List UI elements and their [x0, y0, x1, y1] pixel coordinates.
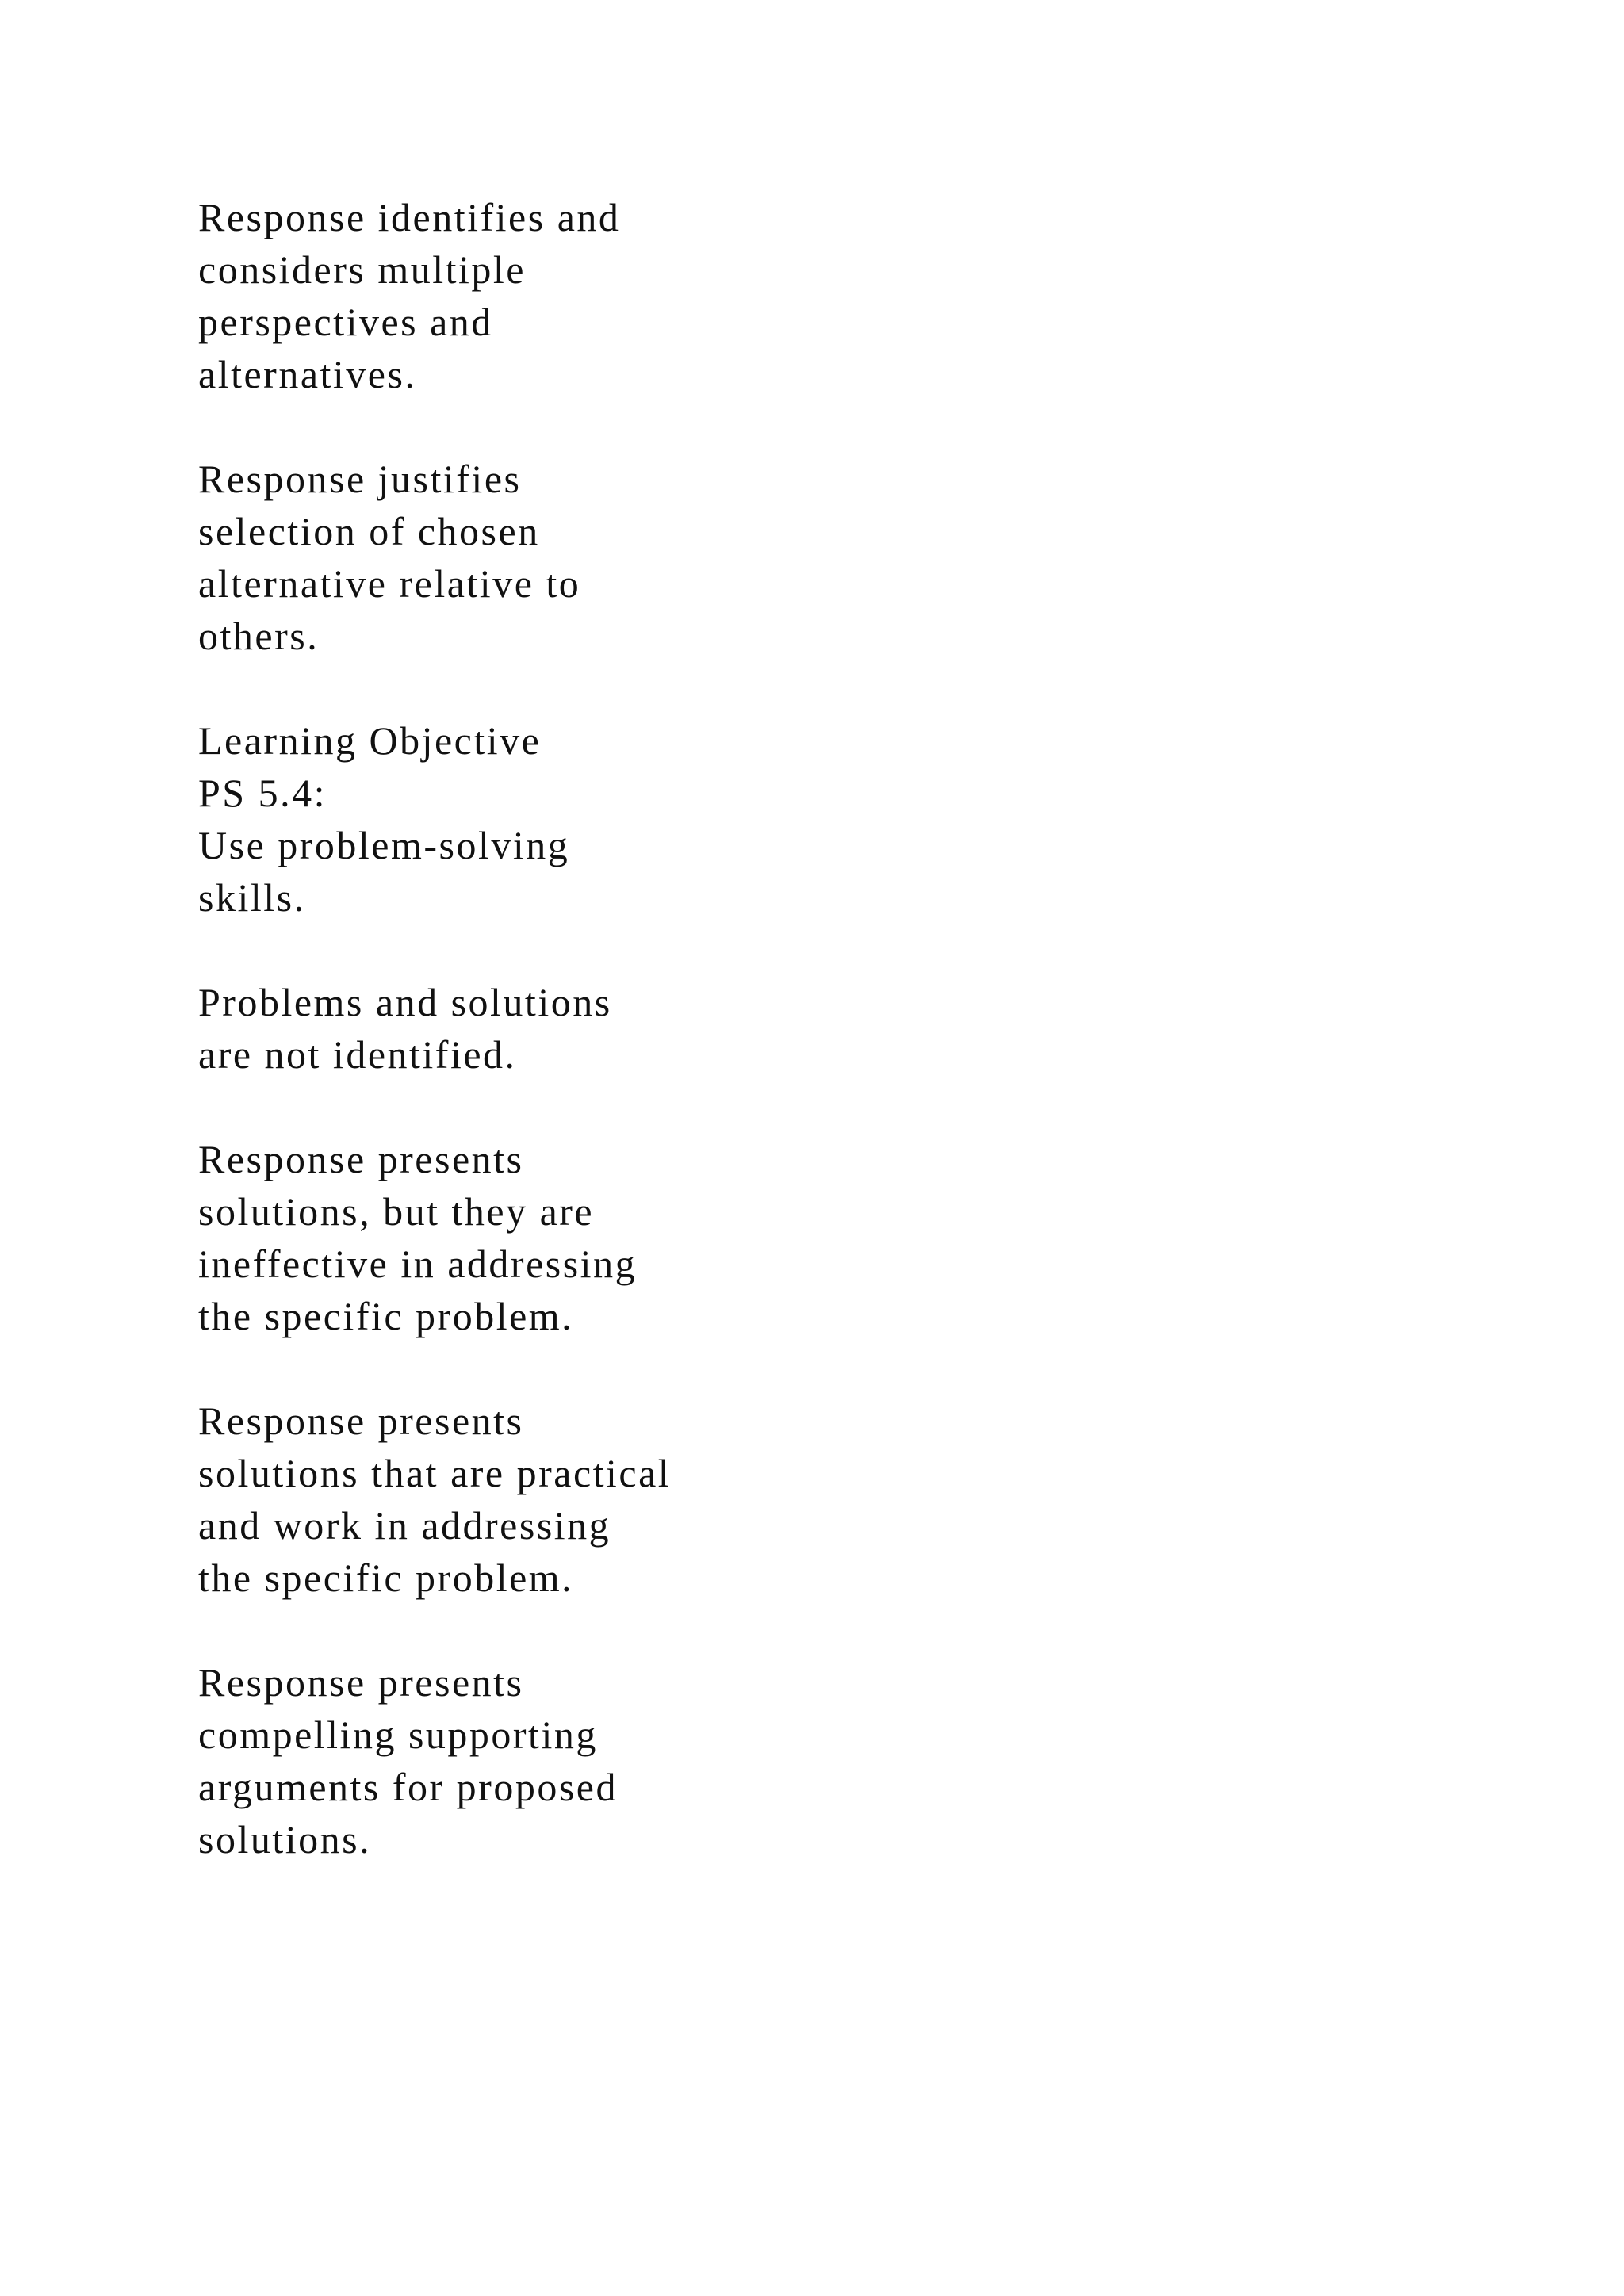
text-line: solutions that are practical [198, 1451, 672, 1495]
text-line: perspectives and [198, 300, 493, 344]
paragraph-multiple-perspectives [198, 191, 1071, 400]
text-line: others. [198, 614, 320, 658]
text-line: Use problem-solving [198, 823, 570, 867]
text-line: alternative relative to [198, 561, 581, 606]
text-line: ineffective in addressing [198, 1242, 638, 1286]
text-line: Response justifies [198, 457, 522, 501]
rubric-text-column [198, 191, 1071, 1918]
paragraph-not-identified [198, 976, 1071, 1081]
text-line: arguments for proposed [198, 1765, 618, 1809]
text-line: skills. [198, 875, 306, 920]
text-line: and work in addressing [198, 1503, 611, 1548]
text-line: PS 5.4: [198, 771, 327, 815]
text-line: the specific problem. [198, 1294, 574, 1338]
text-line: solutions. [198, 1817, 372, 1862]
text-line: Learning Objective [198, 718, 542, 763]
text-line: Response presents [198, 1137, 524, 1181]
paragraph-practical-solutions [198, 1395, 1071, 1604]
text-line: are not identified. [198, 1032, 517, 1077]
paragraph-compelling-arguments [198, 1656, 1071, 1866]
paragraph-learning-objective [198, 714, 1071, 924]
text-line: Response presents [198, 1660, 524, 1705]
text-line: alternatives. [198, 352, 417, 396]
text-line: selection of chosen [198, 509, 540, 553]
text-line: compelling supporting [198, 1712, 598, 1757]
text-line: considers multiple [198, 247, 526, 292]
text-line: Response presents [198, 1399, 524, 1443]
paragraph-justifies-selection [198, 453, 1071, 662]
text-line: Problems and solutions [198, 980, 612, 1024]
text-line: the specific problem. [198, 1556, 574, 1600]
text-line: Response identifies and [198, 195, 621, 239]
text-line: solutions, but they are [198, 1189, 595, 1234]
paragraph-ineffective-solutions [198, 1133, 1071, 1342]
